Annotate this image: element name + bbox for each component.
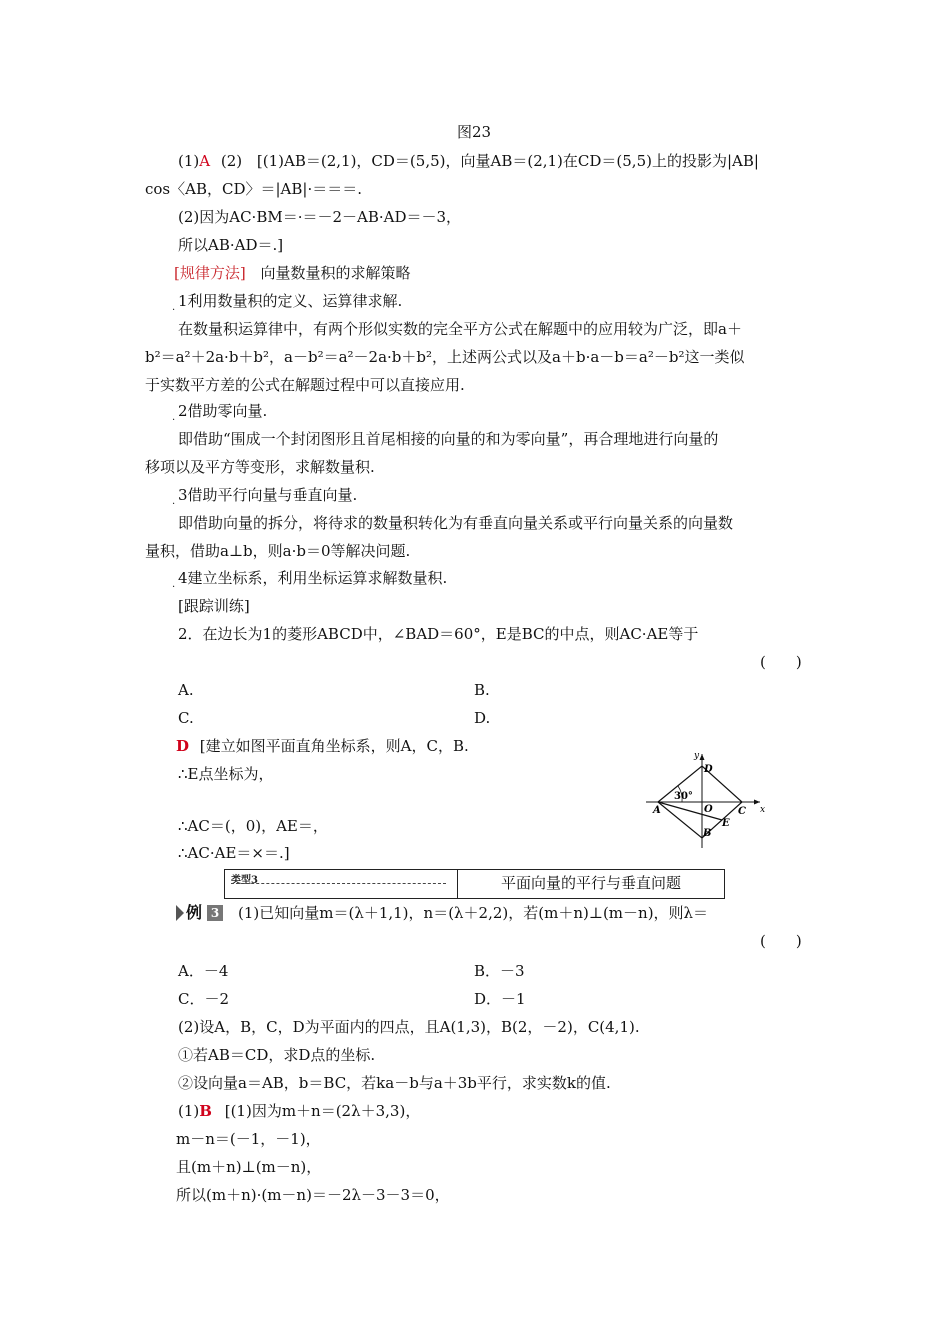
type-box-title: 平面向量的平行与垂直问题 [500,874,681,892]
method-1-body-1: 在数量积运算律中，有两个形似实数的完全平方公式在解题中的应用较为广泛，即a＋ [178,320,742,338]
play-triangle-icon [176,905,184,921]
option-b: B. [474,681,490,699]
figure-caption: 图23 [457,123,492,141]
bullet-dot: . [172,412,176,423]
method-1-title: 1利用数量积的定义、运算律求解. [178,292,403,310]
option-c: C. [178,709,194,727]
example-option-d: D．－1 [474,990,526,1008]
answer-line-1 [178,151,759,171]
method-2-body-1: 即借助“围成一个封闭图形且首尾相接的向量的和为零向量”，再合理地进行向量的 [178,430,719,448]
solution-text: [(1)因为m＋n＝(2λ＋3,3)， [224,1102,421,1120]
question-2-line-2: ∴E点坐标为， [178,765,274,783]
type-tag: 类型3 [231,875,258,886]
solution-line-4: 所以(m＋n)·(m－n)＝－2λ－3－3＝0， [176,1186,450,1204]
label-a: A [653,805,661,816]
label-b: B [703,828,712,839]
question-2-paren: ( ) [760,653,802,671]
example-2-line-1: (2)设A，B，C，D为平面内的四点，且A(1,3)，B(2，－2)，C(4,1). [178,1018,640,1036]
type-box-dashed-rule [231,883,446,884]
method-heading [174,263,411,283]
example-option-c: C．－2 [178,990,230,1008]
rhombus-coordinate-figure [644,748,770,852]
question-2-line-3: ∴AC＝(，0)，AE＝， [178,817,328,835]
solution-letter-b: B [199,1102,212,1120]
example-label: 例 [186,903,203,922]
method-3-title: 3借助平行向量与垂直向量. [178,486,358,504]
method-1-body-2: b²＝a²＋2a·b＋b²，a－b²＝a²－2a·b＋b²，上述两公式以及a＋b·a－b＝a²－b²这一类似 [145,348,745,366]
method-4-title: 4建立坐标系，利用坐标运算求解数量积. [178,569,448,587]
type-box [224,869,725,899]
label-d: D [704,764,713,775]
label-angle: 30° [674,791,693,802]
option-d: D. [474,709,491,727]
question-2-line-4: ∴AC·AE＝×＝.] [178,844,290,862]
answer-part-2-label: (2) [220,152,243,170]
example-badge [176,903,224,923]
label-y: y [694,751,700,761]
answer-text: [(1)AB＝(2,1)，CD＝(5,5)，向量AB＝(2,1)在CD＝(5,5)上的投影为|AB| [256,152,759,170]
answer-part-1-label: (1) [178,152,200,170]
answer-choice-a: A [199,152,211,170]
answer-letter-d: D [176,737,190,755]
solution-line-1 [178,1101,420,1121]
example-option-b: B．－3 [474,962,525,980]
example-option-a: A．－4 [178,962,229,980]
solution-line-2: m－n＝(－1，－1)， [176,1130,321,1148]
bullet-dot: . [172,302,176,313]
answer-line-4: 所以AB·AD＝.] [178,236,284,254]
method-2-body-2: 移项以及平方等变形，求解数量积. [145,458,375,476]
question-2-answer [176,736,469,756]
label-x: x [760,805,766,815]
answer-line-2: cos〈AB，CD〉＝|AB|·＝＝＝. [145,180,362,198]
y-axis-arrow [700,754,705,760]
question-2-text: 2．在边长为1的菱形ABCD中，∠BAD＝60°，E是BC的中点，则AC·AE等于 [178,625,699,643]
type-box-tag-cell [225,870,458,898]
example-2-line-2: ①若AB＝CD，求D点的坐标. [178,1046,376,1064]
method-2-title: 2借助零向量. [178,402,268,420]
solution-line-3: 且(m＋n)⊥(m－n)， [176,1158,322,1176]
label-c: C [738,806,746,817]
example-text: (1)已知向量m＝(λ＋1,1)，n＝(λ＋2,2)，若(m＋n)⊥(m－n)，则λ＝ [238,904,709,922]
answer-explanation: [建立如图平面直角坐标系，则A，C，B. [199,737,469,755]
method-1-body-3: 于实数平方差的公式在解题过程中可以直接应用. [145,376,465,394]
option-a: A. [178,681,194,699]
x-axis-arrow [754,800,760,805]
method-3-body-2: 量积，借助a⊥b，则a·b＝0等解决问题. [145,542,411,560]
example-paren: ( ) [760,932,802,950]
label-o: O [704,804,713,815]
tracking-heading: [跟踪训练] [178,597,250,615]
answer-line-3: (2)因为AC·BM＝·＝－2－AB·AD＝－3， [178,208,462,226]
solution-part-label: (1) [178,1102,200,1120]
example-2-line-3: ②设向量a＝AB，b＝BC，若ka－b与a＋3b平行，求实数k的值. [178,1074,611,1092]
method-3-body-1: 即借助向量的拆分，将待求的数量积转化为有垂直向量关系或平行向量关系的向量数 [178,514,734,532]
bullet-dot: . [172,496,176,507]
example-number: 3 [207,905,223,921]
bullet-dot: . [172,579,176,590]
label-e: E [722,818,730,829]
method-title: 向量数量积的求解策略 [260,264,411,282]
method-tag: [规律方法] [174,264,246,282]
